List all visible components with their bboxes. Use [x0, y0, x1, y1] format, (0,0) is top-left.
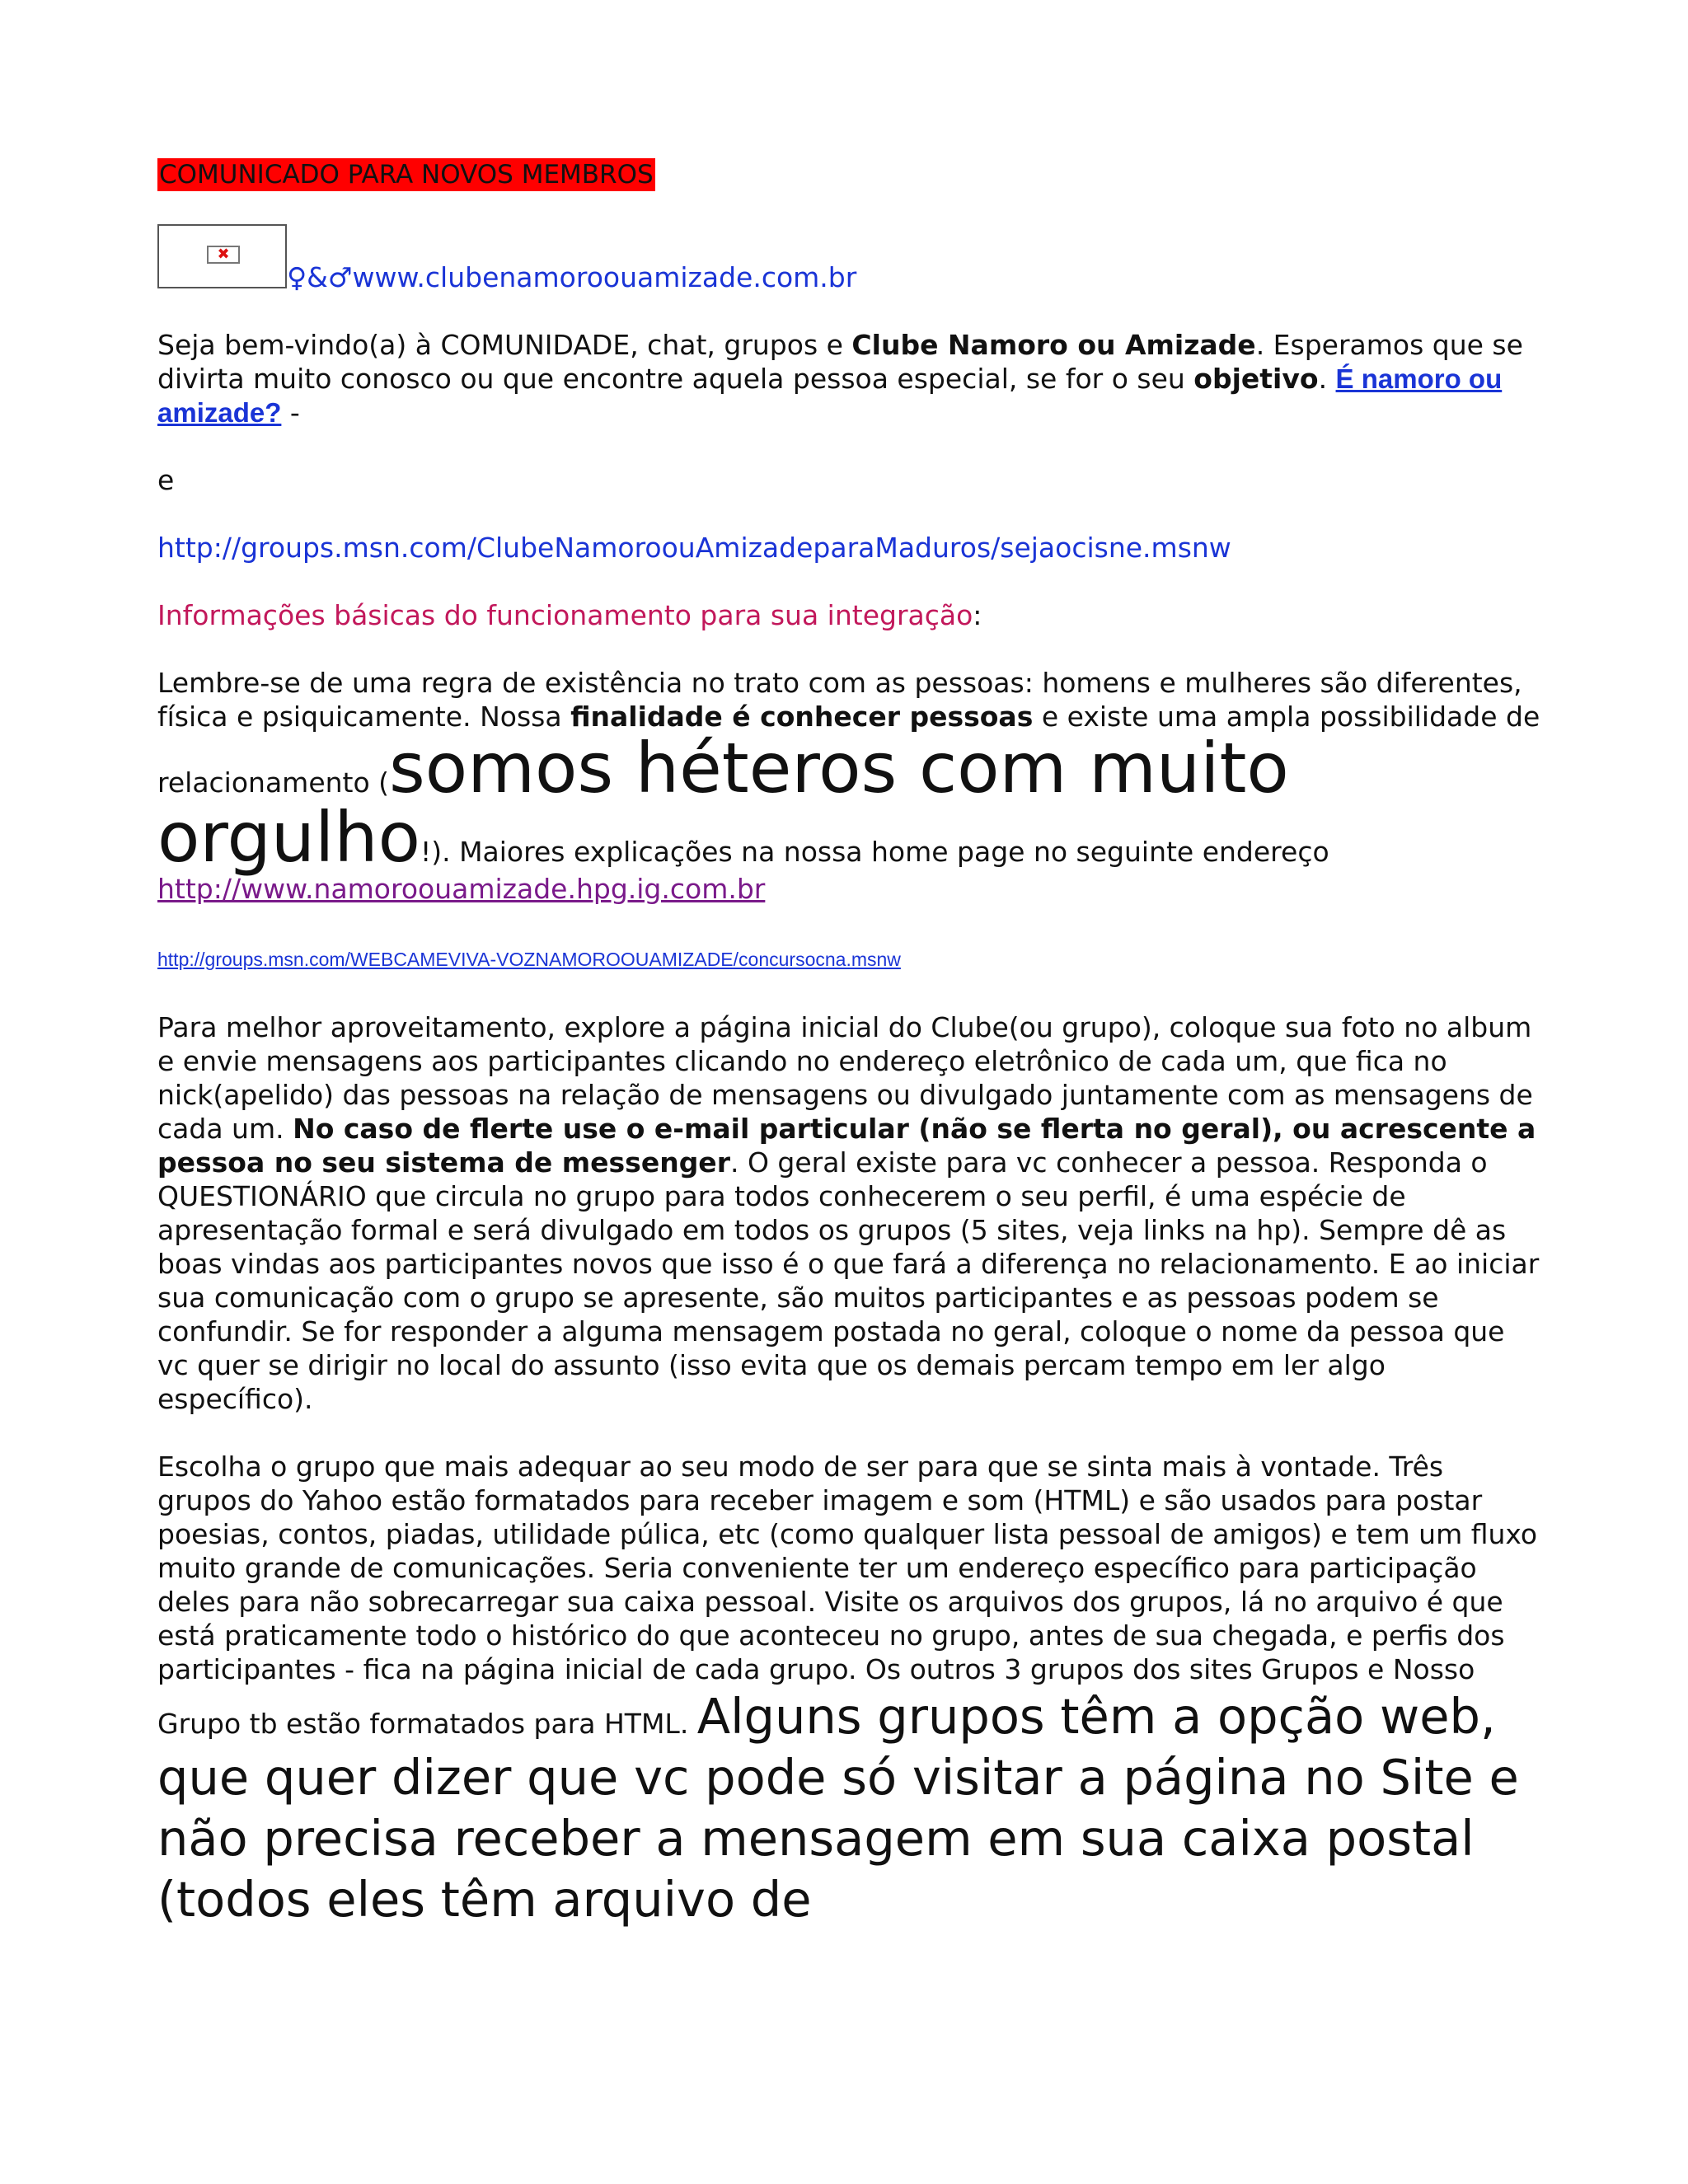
document-body — [157, 157, 1542, 1930]
webcam-group-link[interactable]: http://groups.msn.com/WEBCAMEVIVA-VOZNAMOROOUAMIZADE/concursocna.msnw — [157, 949, 901, 970]
banner-line — [157, 157, 1542, 191]
club-site-link[interactable]: ♀&♂www.clubenamoroouamizade.com.br — [287, 261, 857, 293]
info-heading-text: Informações básicas do funcionamento para sua integração — [157, 599, 973, 631]
rules-text: Lembre-se de uma regra de existência no trato com as pessoas: homens e mulheres são diferentes, física e psiquicamente. Nossa — [157, 667, 1522, 733]
objective-word: objetivo — [1193, 363, 1319, 395]
image-placeholder-icon: ✖ — [207, 246, 240, 264]
home-page-link[interactable]: http://www.namoroouamizade.hpg.ig.com.br — [157, 873, 766, 905]
namoro-ou-amizade-link[interactable]: É namoro ou amizade? — [157, 363, 1503, 428]
flirt-rule-text: No caso de flerte use o e-mail particular (não se flerta no geral), ou acrescente a pessoa no seu sistema de messenger — [157, 1113, 1536, 1179]
purpose-text: finalidade é conhecer pessoas — [570, 701, 1034, 733]
msn-groups-link[interactable]: http://groups.msn.com/ClubeNamoroouAmizadeparaMaduros/sejaocisne.msnw — [157, 532, 1231, 564]
rules-text-3: !). Maiores explicações na nossa home page no seguinte endereço — [420, 836, 1329, 868]
broken-image-icon — [157, 224, 287, 288]
web-option-text: Alguns grupos têm a opção web, que quer dizer que vc pode só visitar a página no Site e não precisa receber a mensagem em sua caixa postal (todos eles têm arquivo de — [157, 1688, 1519, 1928]
welcome-text-3: . — [1318, 363, 1336, 395]
info-heading-colon: : — [973, 599, 982, 631]
welcome-text: Seja bem-vindo(a) à COMUNIDADE, chat, grupos e — [157, 329, 852, 361]
rules-text-2: e existe uma ampla possibilidade de relacionamento ( — [157, 701, 1540, 799]
rules-paragraph — [157, 666, 1542, 906]
usage-text-2: . O geral existe para vc conhecer a pessoa. Responda o QUESTIONÁRIO que circula no grupo para todos conhecerem o seu perfil, é uma espécie de apresentação formal e será divulgado em todos os grupos (5 sites, veja links na hp). Sempre dê as boas vindas aos participantes novos que isso é o que fará a diferença no relacionamento. E ao iniciar sua comunicação com o grupo se apresente, são muitos participantes e as pessoas podem se confundir. Se for responder a alguma mensagem postada no geral, coloque o nome da pessoa que vc quer se dirigir no local do assunto (isso evita que os demais percam tempo em ler algo específico). — [157, 1146, 1540, 1415]
welcome-text-2: . Esperamos que se divirta muito conosco ou que encontre aquela pessoa especial, se for o seu — [157, 329, 1523, 395]
club-name: Clube Namoro ou Amizade — [851, 329, 1256, 361]
new-members-banner: COMUNICADO PARA NOVOS MEMBROS — [159, 160, 654, 190]
welcome-paragraph — [157, 328, 1542, 429]
info-heading — [157, 598, 1542, 632]
logo-row — [157, 224, 1542, 294]
groups-text: Escolha o grupo que mais adequar ao seu modo de ser para que se sinta mais à vontade. Três grupos do Yahoo estão formatados para receber imagem e som (HTML) e são usados para postar poesias, contos, piadas, utilidade púlica, etc (como qualquer lista pessoal de amigos) e tem um fluxo muito grande de comunicações. Seria conveniente ter um endereço específico para participação deles para não sobrecarregar sua caixa pessoal. Visite os arquivos dos grupos, lá no arquivo é que está praticamente todo o histórico do que aconteceu no grupo, antes de sua chegada, e perfis dos participantes - fica na página inicial de cada grupo. Os outros 3 grupos dos sites Grupos e Nosso Grupo tb estão formatados para HTML. — [157, 1451, 1538, 1740]
e-line: e — [157, 464, 175, 496]
usage-text: Para melhor aproveitamento, explore a página inicial do Clube(ou grupo), coloque sua foto no album e envie mensagens aos participantes clicando no endereço eletrônico de cada um, que fica no nick(apelido) das pessoas na relação de mensagens ou divulgado juntamente com as mensagens de cada um. — [157, 1011, 1533, 1145]
groups-paragraph — [157, 1450, 1542, 1930]
hetero-pride-text: somos héteros com muito orgulho — [157, 728, 1289, 878]
groups-link-line — [157, 531, 1542, 565]
welcome-dash: - — [281, 396, 300, 429]
usage-paragraph — [157, 1010, 1542, 1416]
webcam-link-line — [157, 940, 1542, 977]
